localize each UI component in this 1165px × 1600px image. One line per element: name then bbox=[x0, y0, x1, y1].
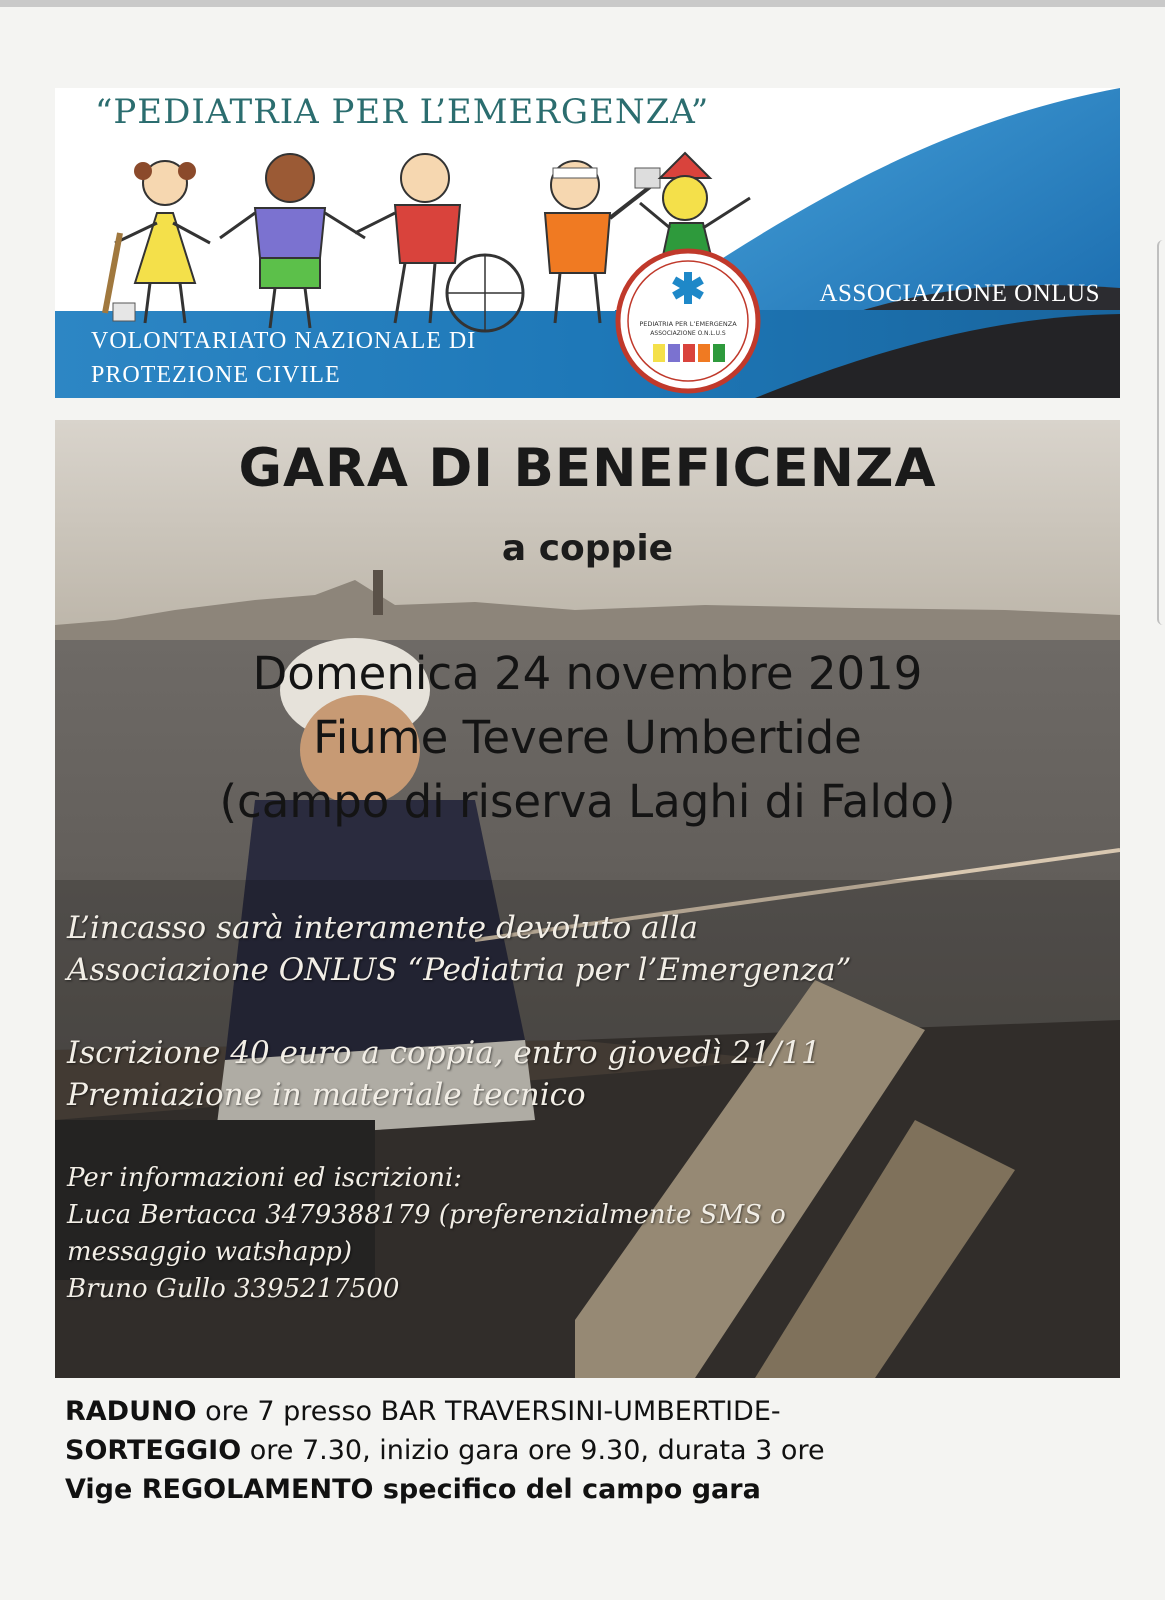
contact-luca: Luca Bertacca 3479388179 (preferenzialmente SMS o bbox=[67, 1200, 786, 1230]
kid-yellow-icon bbox=[105, 161, 210, 323]
rules-prefix: Vige bbox=[65, 1474, 142, 1505]
rules-text: specifico del campo gara bbox=[373, 1474, 761, 1505]
event-headline: GARA DI BENEFICENZA bbox=[238, 438, 937, 499]
association-onlus-label: ASSOCIAZIONE ONLUS bbox=[819, 280, 1100, 307]
draw-text: ore 7.30, inizio gara ore 9.30, durata 3 ore bbox=[241, 1435, 825, 1466]
event-field: (campo di riserva Laghi di Faldo) bbox=[219, 775, 956, 828]
gathering-text: ore 7 presso BAR TRAVERSINI-UMBERTIDE- bbox=[196, 1396, 781, 1427]
schedule-rules bbox=[65, 1470, 1125, 1509]
draw-label: SORTEGGIO bbox=[65, 1435, 242, 1466]
event-schedule bbox=[65, 1392, 1125, 1509]
edge-handle bbox=[1157, 240, 1165, 625]
kid-purple-icon bbox=[220, 154, 365, 328]
gathering-label: RADUNO bbox=[65, 1396, 197, 1427]
top-border bbox=[0, 0, 1165, 7]
kid-wheelchair-icon bbox=[355, 154, 523, 331]
association-title: “PEDIATRIA PER L’EMERGENZA” bbox=[95, 92, 710, 132]
contact-info bbox=[67, 1160, 1107, 1308]
civil-protection-label bbox=[91, 324, 591, 392]
contact-title: Per informazioni ed iscrizioni: bbox=[67, 1163, 463, 1193]
band-line-1: VOLONTARIATO NAZIONALE DI bbox=[91, 328, 477, 354]
registration-fee: Iscrizione 40 euro a coppia, entro giovedì 21/11 bbox=[67, 1035, 821, 1071]
association-seal-logo bbox=[613, 246, 763, 396]
event-place: Fiume Tevere Umbertide bbox=[313, 711, 862, 764]
donation-line-2: Associazione ONLUS “Pediatria per l’Emergenza” bbox=[67, 952, 852, 988]
event-subtitle: a coppie bbox=[501, 528, 674, 569]
band-line-2: PROTEZIONE CIVILE bbox=[91, 362, 341, 388]
event-date: Domenica 24 novembre 2019 bbox=[252, 647, 923, 700]
contact-bruno: Bruno Gullo 3395217500 bbox=[67, 1274, 400, 1304]
event-photo-panel bbox=[55, 420, 1120, 1378]
header-banner bbox=[55, 88, 1120, 398]
donation-note bbox=[67, 907, 1107, 991]
svg-text:PEDIATRIA PER L’EMERGENZA: PEDIATRIA PER L’EMERGENZA bbox=[639, 320, 737, 328]
schedule-gathering bbox=[65, 1392, 1125, 1431]
rules-label: REGOLAMENTO bbox=[141, 1474, 374, 1505]
registration-note bbox=[67, 1032, 1107, 1116]
svg-text:ASSOCIAZIONE O.N.L.U.S: ASSOCIAZIONE O.N.L.U.S bbox=[650, 330, 726, 337]
schedule-draw bbox=[65, 1431, 1125, 1470]
contact-luca-cont: messaggio watshapp) bbox=[67, 1237, 352, 1267]
prizes-note: Premiazione in materiale tecnico bbox=[67, 1077, 586, 1113]
event-when-where bbox=[55, 642, 1120, 834]
donation-line-1: L’incasso sarà interamente devoluto alla bbox=[67, 910, 698, 946]
